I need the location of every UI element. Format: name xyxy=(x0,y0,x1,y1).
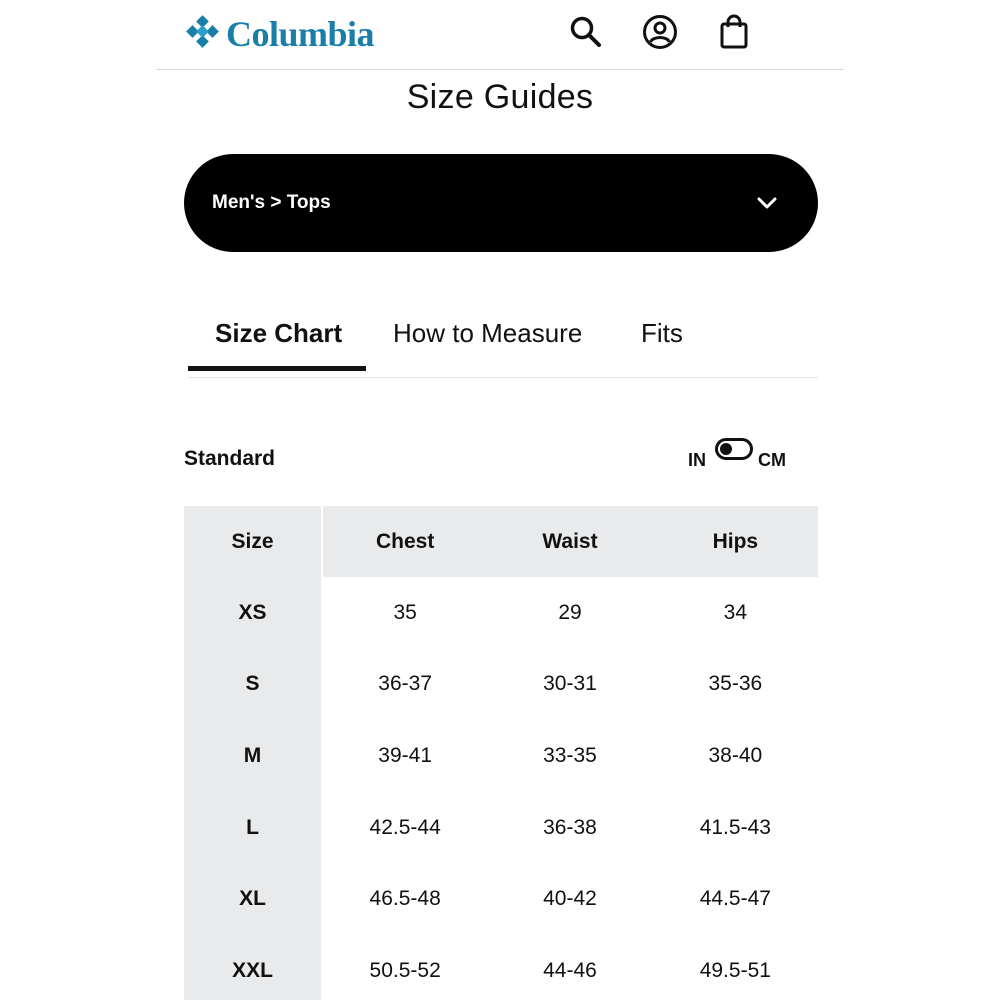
size-guide-tabs xyxy=(188,300,818,378)
category-dropdown-label: Men's > Tops xyxy=(212,192,331,213)
brand-logo[interactable] xyxy=(184,14,374,54)
size-cell: XS xyxy=(184,577,322,649)
chevron-down-icon xyxy=(756,196,778,210)
size-cell: XXL xyxy=(184,935,322,1000)
hips-cell: 35-36 xyxy=(708,672,763,696)
chest-cell: 39-41 xyxy=(378,743,433,767)
size-cell: S xyxy=(184,649,322,721)
category-dropdown[interactable] xyxy=(184,154,818,252)
hips-cell: 44.5-47 xyxy=(699,887,771,911)
size-chart-table xyxy=(184,506,818,1000)
search-icon xyxy=(569,15,603,49)
site-header xyxy=(156,0,844,70)
unit-switch[interactable] xyxy=(715,438,753,460)
hips-cell: 49.5-51 xyxy=(699,958,771,982)
column-header-waist: Waist xyxy=(487,506,652,577)
active-tab-indicator xyxy=(188,366,366,371)
account-button[interactable] xyxy=(642,14,678,50)
table-row xyxy=(184,792,818,864)
shopping-bag-icon xyxy=(718,14,750,50)
size-cell: M xyxy=(184,720,322,792)
chest-cell: 46.5-48 xyxy=(369,887,441,911)
tab-how-to-measure[interactable]: How to Measure xyxy=(393,318,583,348)
table-row xyxy=(184,649,818,721)
table-row xyxy=(184,720,818,792)
chest-cell: 36-37 xyxy=(378,672,433,696)
fit-standard-label: Standard xyxy=(184,447,276,470)
waist-cell: 33-35 xyxy=(543,743,597,767)
column-header-size: Size xyxy=(184,506,322,577)
table-row xyxy=(184,935,818,1000)
table-row xyxy=(184,577,818,649)
size-cell: XL xyxy=(184,863,322,935)
unit-switch-knob xyxy=(720,443,732,455)
search-button[interactable] xyxy=(568,14,604,50)
column-header-chest: Chest xyxy=(322,506,487,577)
unit-in-label: IN xyxy=(688,450,706,470)
tab-size-chart[interactable]: Size Chart xyxy=(215,318,343,348)
account-icon xyxy=(642,14,678,50)
chest-cell: 35 xyxy=(393,600,417,624)
hips-cell: 34 xyxy=(723,600,747,624)
waist-cell: 36-38 xyxy=(543,815,597,839)
size-cell: L xyxy=(184,792,322,864)
waist-cell: 29 xyxy=(558,600,582,624)
hips-cell: 38-40 xyxy=(708,743,763,767)
unit-toggle xyxy=(688,436,798,472)
table-header-row xyxy=(184,506,818,577)
tab-fits[interactable]: Fits xyxy=(641,318,683,348)
table-row xyxy=(184,863,818,935)
unit-cm-label: CM xyxy=(758,450,786,470)
cart-button[interactable] xyxy=(716,14,752,50)
brand-name: Columbia xyxy=(226,14,375,54)
column-header-hips: Hips xyxy=(653,506,818,577)
waist-cell: 30-31 xyxy=(543,672,597,696)
chest-cell: 50.5-52 xyxy=(369,958,441,982)
hips-cell: 41.5-43 xyxy=(699,815,771,839)
page-title: Size Guides xyxy=(406,78,594,116)
waist-cell: 44-46 xyxy=(543,958,597,982)
waist-cell: 40-42 xyxy=(543,887,597,911)
chest-cell: 42.5-44 xyxy=(369,815,441,839)
columbia-diamond-icon xyxy=(184,15,222,53)
